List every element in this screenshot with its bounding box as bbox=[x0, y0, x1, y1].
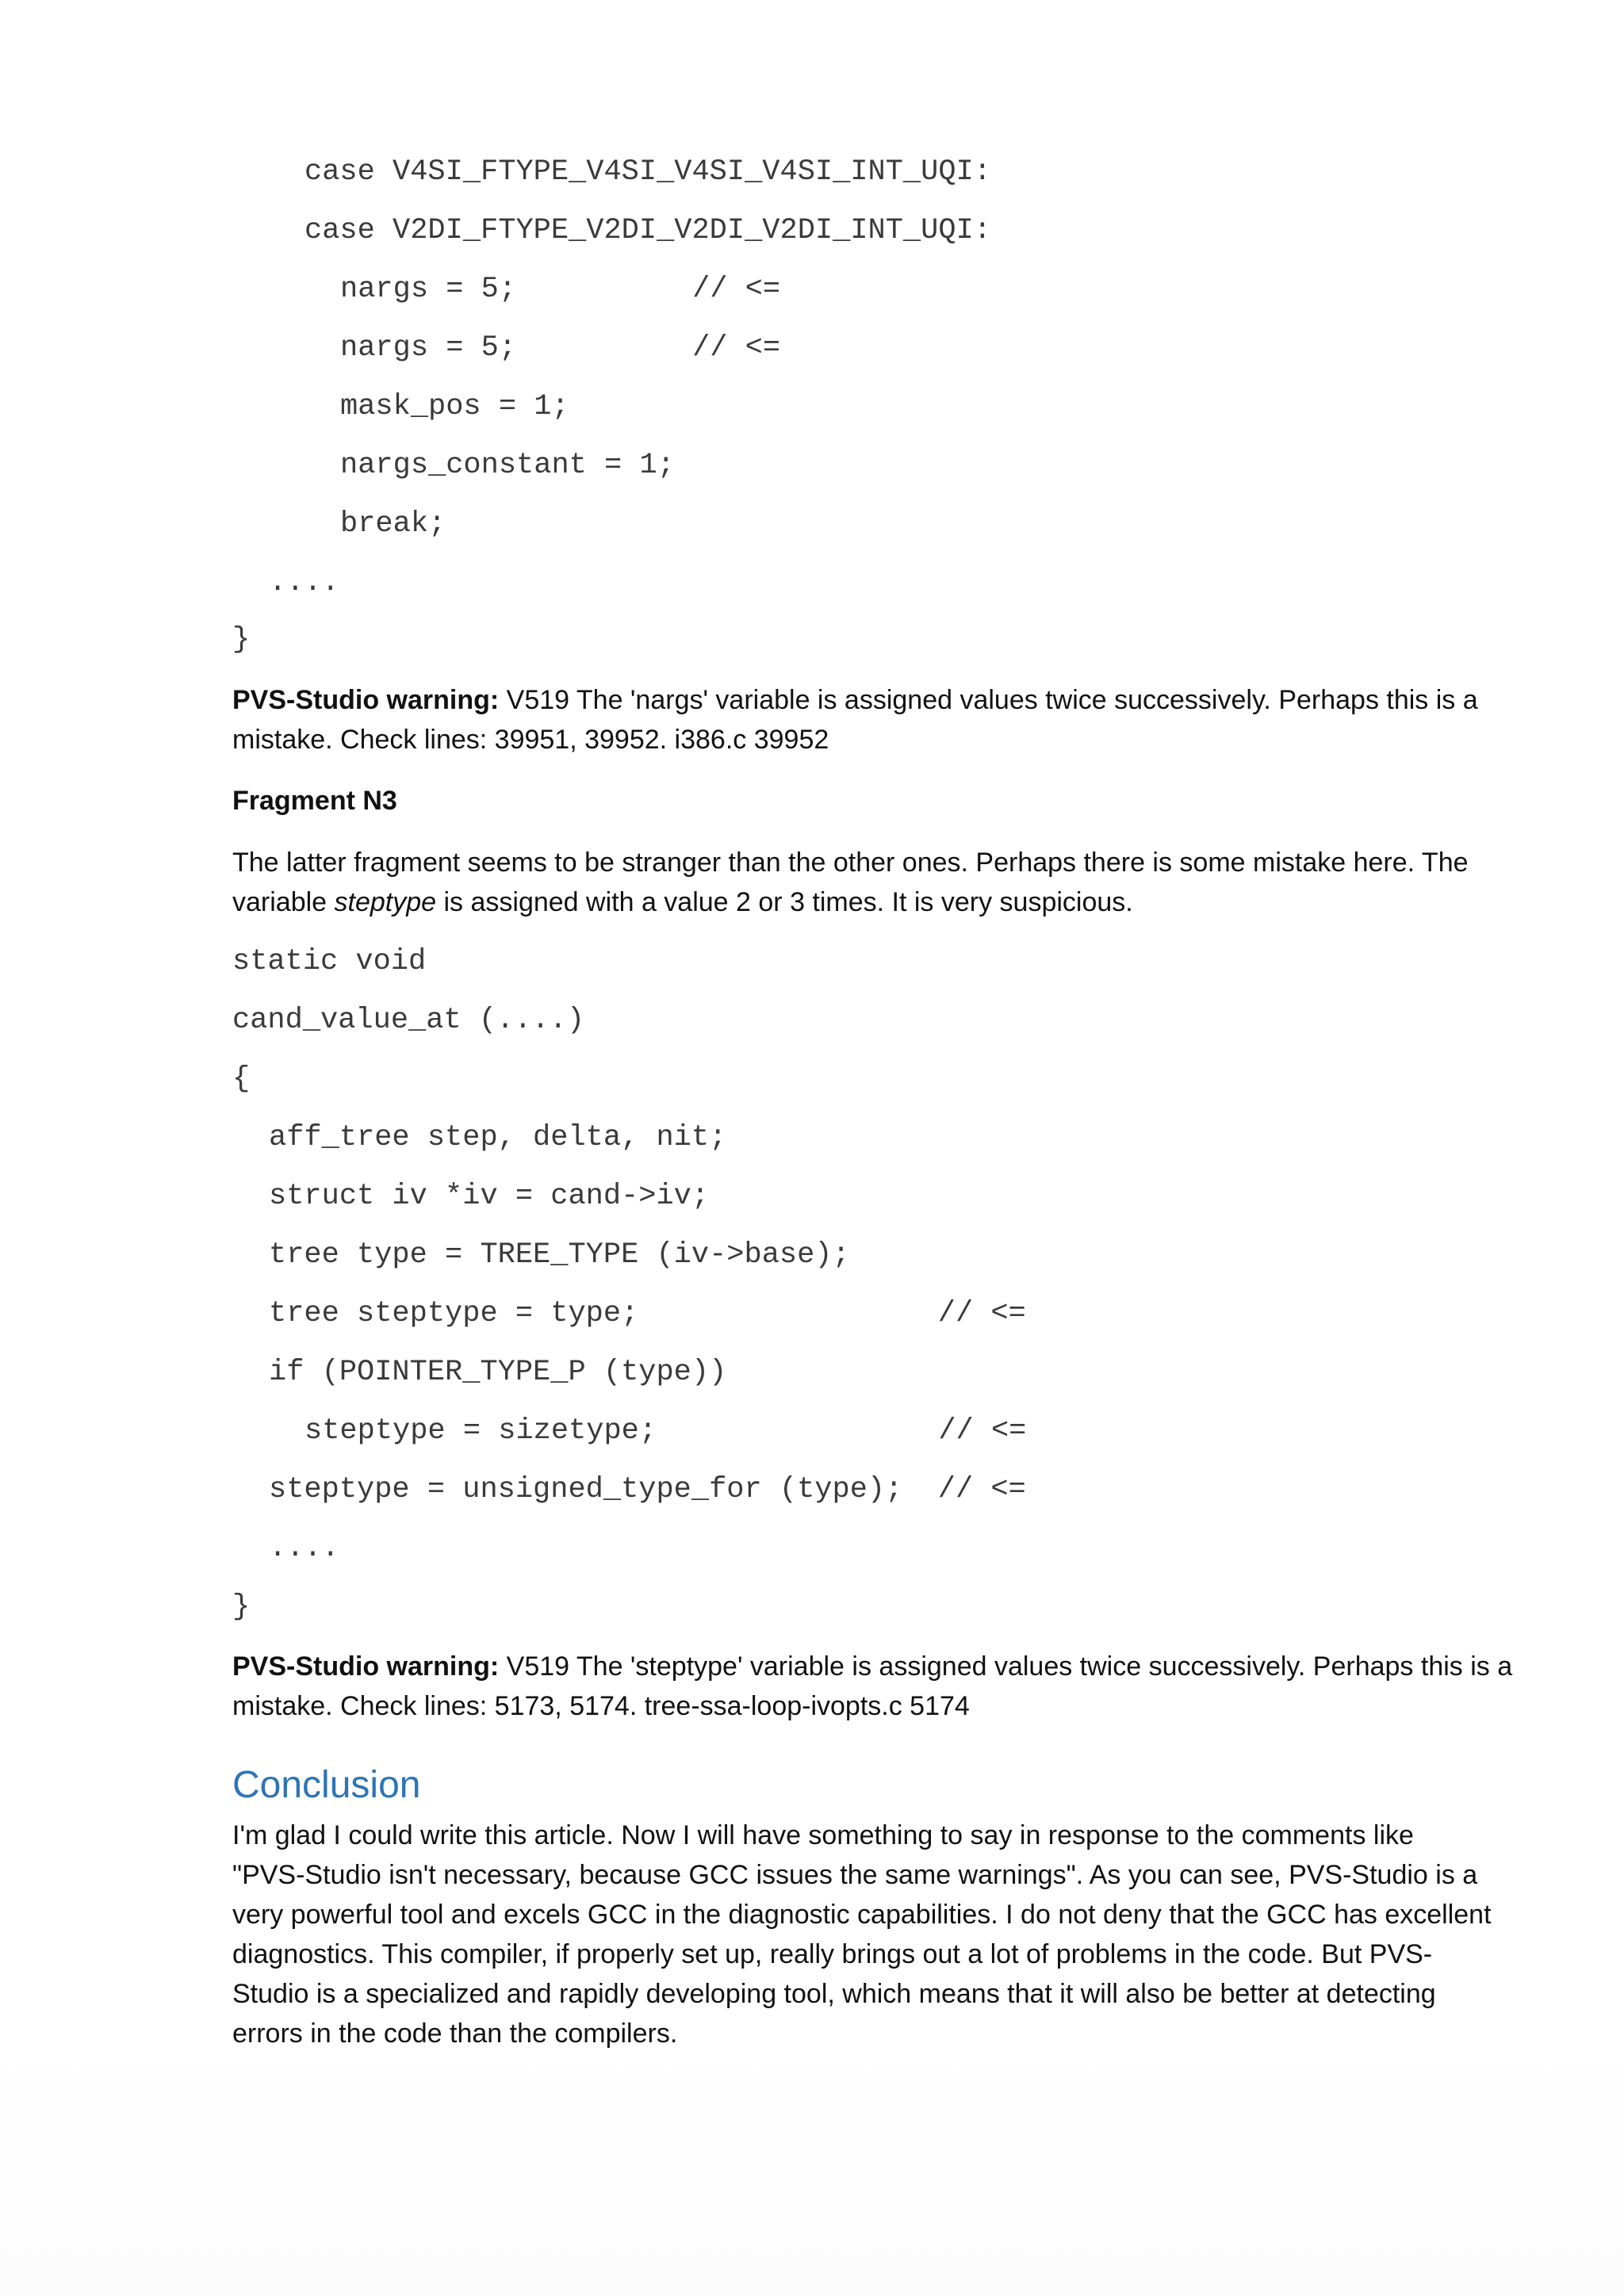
warning-text: mistake. Check lines: 39951, 39952. i386.c 39952 bbox=[232, 725, 829, 755]
code-line: static void bbox=[232, 945, 427, 978]
warning-label: PVS-Studio warning: bbox=[232, 685, 500, 715]
paragraph-line: very powerful tool and excels GCC in the diagnostic capabilities. I do not deny that the GCC has excellent bbox=[232, 1900, 1492, 1930]
paragraph-line: errors in the code than the compilers. bbox=[232, 2019, 678, 2049]
paragraph-text: is assigned with a value 2 or 3 times. It is very suspicious. bbox=[436, 887, 1133, 917]
variable-name: steptype bbox=[334, 887, 437, 917]
paragraph-line: diagnostics. This compiler, if properly set up, really brings out a lot of problems in the code. But PVS- bbox=[232, 1939, 1433, 1969]
fragment-intro-paragraph bbox=[232, 843, 1517, 922]
warning-label: PVS-Studio warning: bbox=[232, 1651, 500, 1682]
code-line: .... bbox=[269, 566, 339, 599]
code-line: case V4SI_FTYPE_V4SI_V4SI_V4SI_INT_UQI: bbox=[304, 155, 991, 189]
code-line: nargs = 5; // <= bbox=[340, 273, 781, 306]
code-line: case V2DI_FTYPE_V2DI_V2DI_V2DI_INT_UQI: bbox=[304, 214, 991, 247]
pvs-warning-steptype bbox=[232, 1647, 1517, 1726]
paragraph-line: Studio is a specialized and rapidly developing tool, which means that it will also be better at detecting bbox=[232, 1979, 1436, 2009]
conclusion-paragraph bbox=[232, 1816, 1517, 2053]
paragraph-line: The latter fragment seems to be stranger than the other ones. Perhaps there is some mistake here. The bbox=[232, 848, 1469, 878]
fragment-heading: Fragment N3 bbox=[232, 786, 397, 816]
code-line: aff_tree step, delta, nit; bbox=[269, 1121, 727, 1154]
code-line: } bbox=[232, 623, 251, 656]
code-line: steptype = sizetype; // <= bbox=[304, 1414, 1027, 1448]
code-line: mask_pos = 1; bbox=[340, 390, 569, 423]
code-line: cand_value_at (....) bbox=[232, 1004, 585, 1037]
code-line: .... bbox=[269, 1532, 339, 1565]
code-line: tree type = TREE_TYPE (iv->base); bbox=[269, 1238, 850, 1272]
pvs-warning-nargs bbox=[232, 680, 1517, 760]
code-line: { bbox=[232, 1062, 251, 1096]
code-line: tree steptype = type; // <= bbox=[269, 1297, 1026, 1330]
code-line: nargs_constant = 1; bbox=[340, 449, 675, 482]
code-line: nargs = 5; // <= bbox=[340, 331, 781, 365]
code-line: struct iv *iv = cand->iv; bbox=[269, 1180, 710, 1213]
warning-text: V519 The 'nargs' variable is assigned values twice successively. Perhaps this is a bbox=[499, 685, 1478, 715]
conclusion-heading: Conclusion bbox=[232, 1764, 421, 1806]
paragraph-line: "PVS-Studio isn't necessary, because GCC issues the same warnings". As you can see, PVS-Studio is a bbox=[232, 1860, 1478, 1890]
code-line: steptype = unsigned_type_for (type); // <= bbox=[269, 1473, 1026, 1506]
page-bottom-shade bbox=[0, 2030, 1624, 2296]
warning-text: V519 The 'steptype' variable is assigned values twice successively. Perhaps this is a bbox=[499, 1651, 1513, 1682]
code-line: break; bbox=[340, 507, 446, 541]
paragraph-line: I'm glad I could write this article. Now I will have something to say in response to the comments like bbox=[232, 1820, 1414, 1850]
code-line: if (POINTER_TYPE_P (type)) bbox=[269, 1356, 727, 1389]
paragraph-text: variable bbox=[232, 887, 335, 917]
warning-text: mistake. Check lines: 5173, 5174. tree-ssa-loop-ivopts.c 5174 bbox=[232, 1691, 970, 1721]
code-line: } bbox=[232, 1590, 251, 1624]
